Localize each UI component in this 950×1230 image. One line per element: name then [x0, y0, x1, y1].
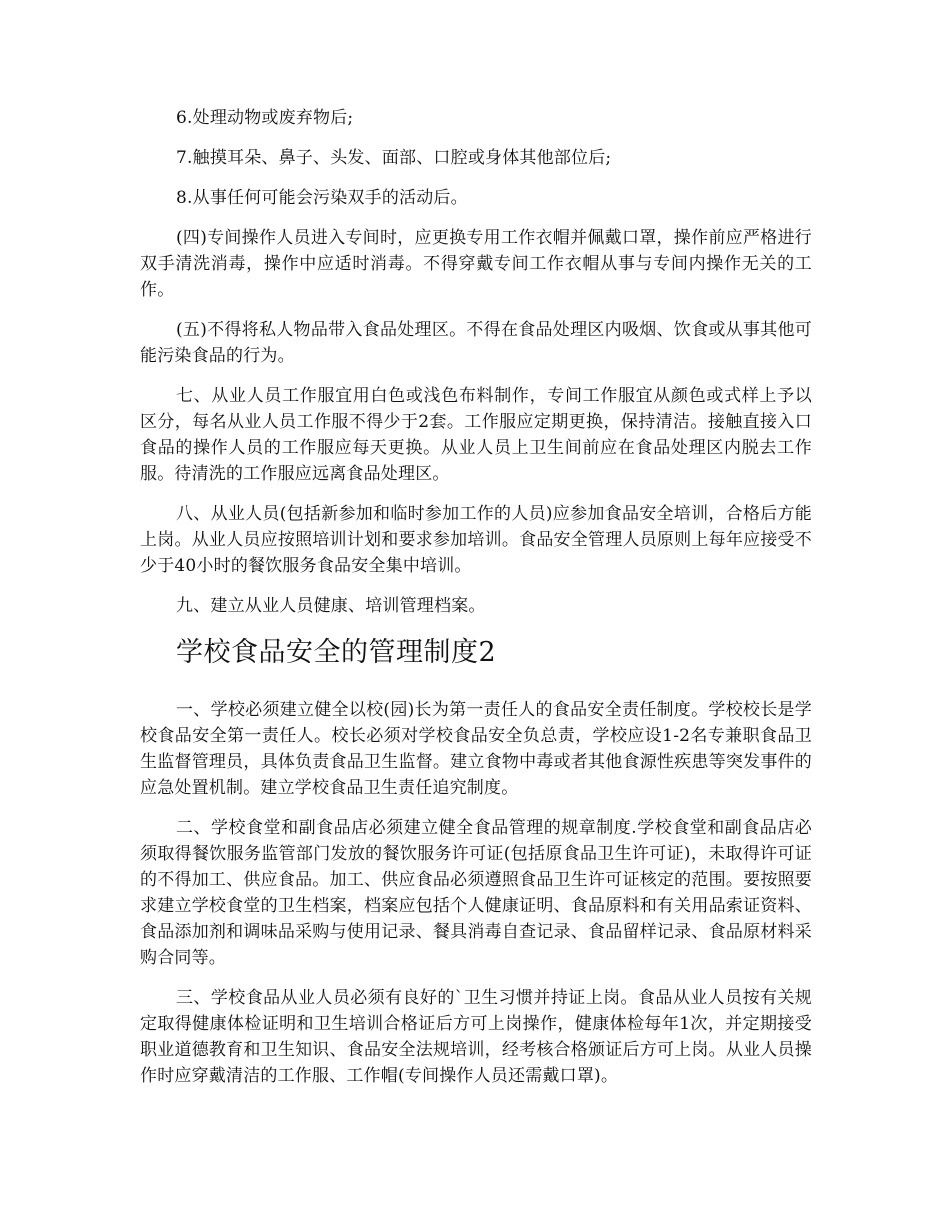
list-item: 8.从事任何可能会污染双手的活动后。: [176, 188, 468, 208]
paragraph: 八、从业人员(包括新参加和临时参加工作的人员)应参加食品安全培训，合格后方能上岗。从业人员应按照培训计划和要求参加培训。食品安全管理人员原则上每年应接受不少于40小时的餐饮服务食品安全集中培训。: [140, 504, 812, 576]
list-item: 7.触摸耳朵、鼻子、头发、面部、口腔或身体其他部位后;: [176, 148, 612, 168]
section-heading: 学校食品安全的管理制度2: [176, 637, 497, 668]
paragraph: (四)专间操作人员进入专间时，应更换专用工作衣帽并佩戴口罩，操作前应严格进行双手清洗消毒，操作中应适时消毒。不得穿戴专间工作衣帽从事与专间内操作无关的工作。: [140, 228, 812, 300]
paragraph: (五)不得将私人物品带入食品处理区。不得在食品处理区内吸烟、饮食或从事其他可能污染食品的行为。: [140, 320, 812, 366]
paragraph: 二、学校食堂和副食品店必须建立健全食品管理的规章制度.学校食堂和副食品店必须取得餐饮服务监管部门发放的餐饮服务许可证(包括原食品卫生许可证)，未取得许可证的不得加工、供应食品。加工、供应食品必须遵照食品卫生许可证核定的范围。要按照要求建立学校食堂的卫生档案，档案应包括个人健康证明、食品原料和有关用品索证资料、食品添加剂和调味品采购与使用记录、餐具消毒自查记录、食品留样记录、食品原材料采购合同等。: [140, 818, 812, 968]
document-body: [140, 105, 812, 1103]
paragraph: 一、学校必须建立健全以校(园)长为第一责任人的食品安全责任制度。学校校长是学校食品安全第一责任人。校长必须对学校食品安全负总责，学校应设1-2名专兼职食品卫生监督管理员，具体负责食品卫生监督。建立食物中毒或者其他食源性疾患等突发事件的应急处置机制。建立学校食品卫生责任追究制度。: [140, 700, 812, 798]
paragraph: 九、建立从业人员健康、培训管理档案。: [176, 596, 486, 616]
list-item: 6.处理动物或废弃物后;: [176, 108, 354, 128]
paragraph: 七、从业人员工作服宜用白色或浅色布料制作，专间工作服宜从颜色或式样上予以区分，每名从业人员工作服不得少于2套。工作服应定期更换，保持清洁。接触直接入口食品的操作人员的工作服应每天更换。从业人员上卫生间前应在食品处理区内脱去工作服。待清洗的工作服应远离食品处理区。: [140, 386, 812, 484]
paragraph: 三、学校食品从业人员必须有良好的`卫生习惯并持证上岗。食品从业人员按有关规定取得健康体检证明和卫生培训合格证后方可上岗操作，健康体检每年1次，并定期接受职业道德教育和卫生知识、食品安全法规培训，经考核合格颁证后方可上岗。从业人员操作时应穿戴清洁的工作服、工作帽(专间操作人员还需戴口罩)。: [140, 988, 812, 1086]
